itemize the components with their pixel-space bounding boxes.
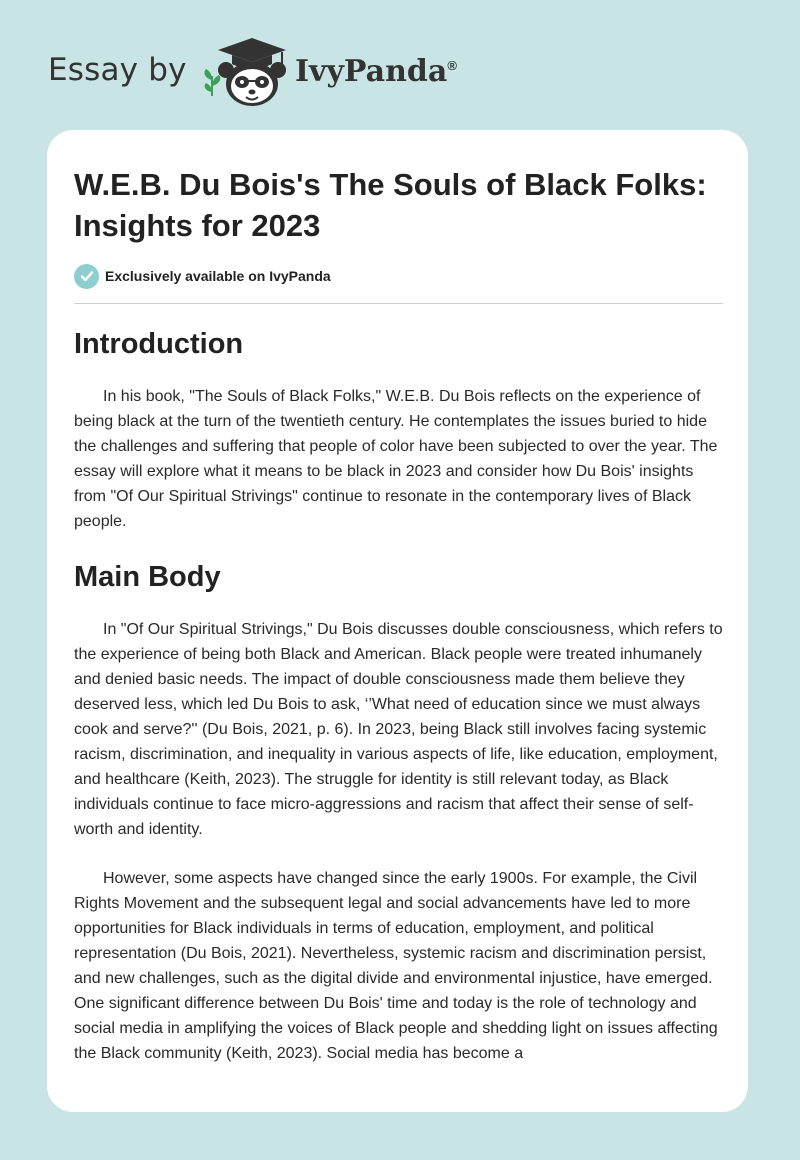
site-header [0,0,800,130]
paragraph-main-body-2: However, some aspects have changed since the early 1900s. For example, the Civil Rights Movement and the subsequent legal and social advancements have led to more opportunities for Black individuals in terms of education, employment, and political representation (Du Bois, 2021). Nevertheless, systemic racism and discrimination persist, and new challenges, such as the digital divide and environmental injustice, have emerged. One significant difference between Du Bois' time and today is the role of technology and social media in amplifying the voices of Black people and shedding light on issues affecting the Black community (Keith, 2023). Social media has become a [74,870,718,1062]
brand-name-text: IvyPanda [295,54,448,89]
paragraph-main-body-1: In "Of Our Spiritual Strivings," Du Bois discusses double consciousness, which refers to the experience of being both Black and American. Black people were treated inhumanely and denied basic needs. The impact of double consciousness made them believe they deserved less, which led Du Bois to ask, ‘’What need of education since we must always cook and serve?'' (Du Bois, 2021, p. 6). In 2023, being Black still involves facing systemic racism, discrimination, and inequality in various aspects of life, like education, employment, and healthcare (Keith, 2023). The struggle for identity is still relevant today, as Black individuals continue to face micro-aggressions and racism that affect their sense of self-worth and identity. [74,621,723,838]
exclusive-badge [74,262,331,290]
essay-title: W.E.B. Du Bois's The Souls of Black Folks: Insights for 2023 [74,167,707,243]
paragraph-introduction: In his book, "The Souls of Black Folks," W.E.B. Du Bois reflects on the experience of being black at the turn of the twentieth century. He contemplates the issues buried to hide the challenges and suffering that people of color have been subjected to over the year. The essay will explore what it means to be black in 2023 and consider how Du Bois' insights from "Of Our Spiritual Strivings" continue to resonate in the contemporary lives of Black people. [74,388,718,530]
section-heading-main-body: Main Body [74,561,221,593]
registered-mark: ® [447,58,457,73]
section-heading-introduction: Introduction [74,328,244,360]
brand-name[interactable] [295,54,457,89]
divider [74,303,723,304]
checkmark-icon [74,264,99,289]
brand-prefix: Essay by [48,52,187,88]
essay-content [74,321,724,1066]
badge-label: Exclusively available on IvyPanda [105,268,331,284]
essay-card [47,130,748,1112]
ivypanda-logo-icon[interactable] [200,36,296,108]
